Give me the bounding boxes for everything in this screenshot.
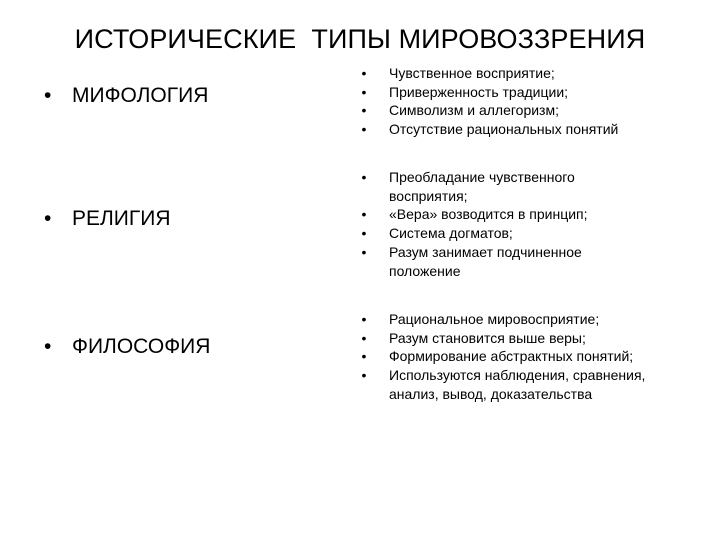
bullet-icon: • (361, 243, 367, 260)
type-philosophy (44, 335, 210, 359)
feature-text: Приверженность традиции; (389, 83, 569, 100)
slide-title: ИСТОРИЧЕСКИЕ ТИПЫ МИРОВОЗЗРЕНИЯ (74, 24, 646, 54)
feature-text: Разум занимает подчиненное положение (389, 243, 582, 279)
bullet-icon: • (361, 348, 367, 365)
feature-text: Разум становится выше веры; (389, 329, 586, 346)
list-item (357, 243, 657, 280)
list-item (357, 64, 657, 83)
bullet-icon: • (361, 329, 367, 346)
bullet-icon: • (361, 367, 367, 384)
feature-text: Преобладание чувственного восприятия; (389, 169, 575, 204)
feature-text: Формирование абстрактных понятий; (389, 348, 634, 365)
bullet-icon: • (361, 169, 367, 185)
list-item (357, 329, 657, 348)
feature-text: Используются наблюдения, сравнения, анализ, вывод, доказательства (389, 367, 646, 402)
feature-text: Рациональное мировосприятие; (389, 311, 600, 327)
feature-text: Символизм и аллегоризм; (389, 102, 559, 119)
list-item (357, 205, 657, 224)
bullet-icon: • (361, 311, 367, 327)
feature-text: «Вера» возводится в принцип; (389, 206, 588, 223)
type-mythology-label: МИФОЛОГИЯ (72, 84, 209, 107)
mythology-features-list (357, 64, 657, 139)
type-religion (44, 207, 171, 231)
list-item (357, 101, 657, 120)
list-item (357, 168, 657, 205)
feature-text: Чувственное восприятие; (389, 65, 555, 81)
bullet-icon: • (44, 207, 52, 230)
bullet-icon: • (361, 121, 367, 138)
list-item (357, 120, 657, 139)
feature-text: Отсутствие рациональных понятий (389, 121, 619, 138)
list-item (357, 347, 657, 366)
bullet-icon: • (361, 206, 367, 223)
bullet-icon: • (361, 65, 367, 81)
list-item (357, 366, 657, 403)
list-item (357, 310, 657, 329)
religion-features-list (357, 168, 657, 280)
bullet-icon: • (361, 102, 367, 119)
type-mythology (44, 84, 208, 108)
bullet-icon: • (44, 335, 52, 358)
list-item (357, 224, 657, 243)
list-item (357, 83, 657, 102)
bullet-icon: • (361, 225, 367, 242)
bullet-icon: • (44, 84, 52, 107)
bullet-icon: • (361, 83, 367, 100)
type-philosophy-label: ФИЛОСОФИЯ (72, 335, 211, 358)
feature-text: Система догматов; (389, 225, 513, 242)
type-religion-label: РЕЛИГИЯ (72, 207, 171, 230)
philosophy-features-list (357, 310, 657, 404)
